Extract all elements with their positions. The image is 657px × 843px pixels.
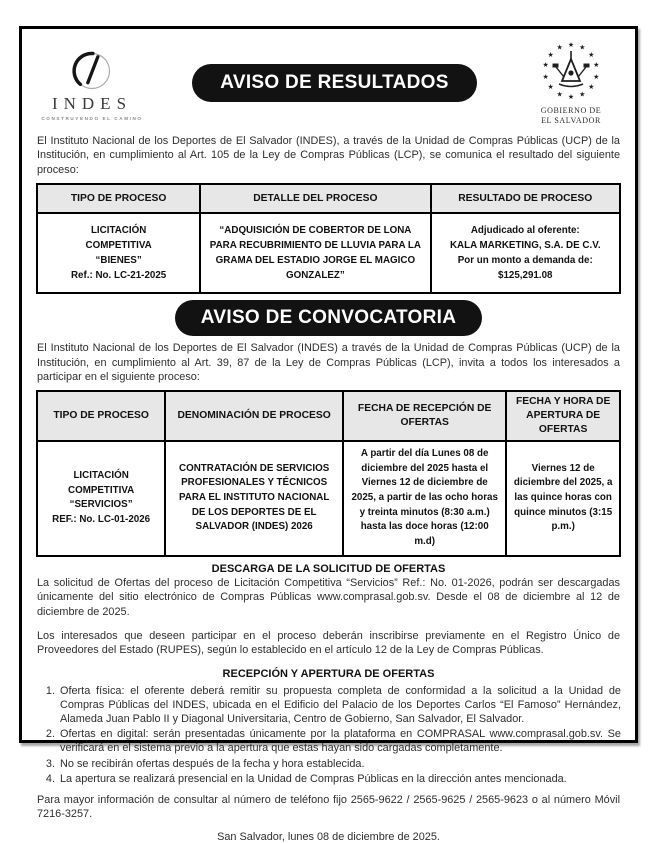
conv-header-recepcion: FECHA DE RECEPCIÓN DE OFERTAS — [343, 391, 506, 441]
svg-text:★: ★ — [588, 51, 595, 60]
descarga-paragraph-1: La solicitud de Ofertas del proceso de Licitación Competitiva “Servicios” Ref.: No. 01-2026, podrán ser descargadas únicamente del sitio electrónico de Compras Públicas www.comprasal.gob.sv. Desde el 08 de diciembre al 12 de diciembre de 2025. — [37, 576, 620, 618]
svg-text:★: ★ — [542, 61, 549, 70]
tipo-line: LICITACIÓN — [90, 224, 147, 236]
recepcion-item-3: 3. No se recibirán ofertas después de la fecha y hora establecida. — [58, 757, 621, 771]
results-header-resultado: RESULTADO DE PROCESO — [431, 184, 620, 213]
results-table-row — [37, 213, 620, 293]
intro-resultados-paragraph: El Instituto Nacional de los Deportes de El Salvador (INDES), a través de la Unidad de Compras Públicas (UCP) de la Institución, en cumplimiento al Art. 105 de la Ley de Compras Públicas (LCP), se comunica el resultado del siguiente proceso: — [37, 135, 620, 176]
monto-label: Por un monto a demanda de: — [457, 255, 593, 267]
recepcion-list — [36, 684, 621, 786]
tipo-line: “BIENES” — [95, 255, 142, 267]
conv-header-apertura: FECHA Y HORA DE APERTURA DE OFERTAS — [506, 391, 620, 441]
intro-convocatoria-paragraph: El Instituto Nacional de los Deportes de El Salvador (INDES) a través de la Unidad de Compras Públicas (UCP) de la Institución, en cumplimiento al Art. 39, 87 de la Ley de Compras Públicas (LCP), invita a todos los interesados a participar en el siguiente proceso: — [37, 342, 620, 383]
gov-wordmark — [521, 106, 621, 125]
conv-cell-tipo — [37, 441, 165, 556]
svg-text:★: ★ — [547, 51, 554, 60]
results-header-detalle: DETALLE DEL PROCESO — [200, 184, 430, 213]
svg-text:★: ★ — [542, 73, 549, 82]
convocatoria-table-row — [37, 441, 620, 556]
results-cell-resultado — [431, 213, 620, 293]
tipo-line: COMPETITIVA — [85, 240, 152, 251]
descarga-paragraph-2: Los interesados que deseen participar en el proceso deberán inscribirse previamente en el Registro Único de Proveedores del Estado (RUPES), según lo establecido en el artículo 12 de la Ley de Compras Públicas. — [37, 630, 620, 657]
results-banner: AVISO DE RESULTADOS — [192, 64, 476, 102]
monto-value: $125,291.08 — [498, 270, 553, 282]
conv-cell-recepcion: A partir del día Lunes 08 de diciembre del 2025 hasta el Viernes 12 de diciembre de 2025, a partir de las ocho horas y treinta minutos (8:30 a.m.) hasta las doce horas (12:00 m.d) — [343, 441, 506, 556]
indes-circle-slash-icon — [67, 46, 117, 96]
document-header — [36, 37, 621, 129]
conv-cell-denominacion: CONTRATACIÓN DE SERVICIOS PROFESIONALES Y TÉCNICOS PARA EL INSTITUTO NACIONAL DE LOS DEPORTES DE EL SALVADOR (INDES) 2026 — [165, 441, 343, 556]
conv-cell-apertura: Viernes 12 de diciembre del 2025, a las quince horas con quince minutos (3:15 p.m.) — [506, 441, 620, 556]
svg-text:★: ★ — [567, 93, 575, 101]
recepcion-item-2: 2. Ofertas en digital: serán presentadas únicamente por la plataforma en COMPRASAL www.comprasal.gob.sv. Se verificará en el sistema previo a la apertura que estas hayan sido cargadas completamente. — [58, 727, 621, 755]
document-page — [19, 26, 638, 843]
svg-text:★: ★ — [567, 41, 575, 50]
tipo-line: “SERVICIOS” — [69, 499, 133, 511]
indes-logo — [36, 46, 148, 121]
results-header-tipo: TIPO DE PROCESO — [37, 184, 200, 213]
convocatoria-table — [36, 390, 621, 556]
gov-line2: EL SALVADOR — [541, 116, 601, 125]
svg-text:★: ★ — [593, 61, 600, 70]
results-table-header-row — [37, 184, 620, 213]
footer-contact-paragraph: Para mayor información de consultar al número de teléfono fijo 2565-9622 / 2565-9625 / 2565-9623 o al número Móvil 7216-3257. — [37, 793, 620, 821]
results-cell-tipo — [37, 213, 200, 293]
descarga-section-title: DESCARGA DE LA SOLICITUD DE OFERTAS — [211, 562, 446, 575]
recepcion-section-title: RECEPCIÓN Y APERTURA DE OFERTAS — [222, 667, 435, 680]
convocatoria-banner-wrap — [36, 300, 621, 336]
tipo-line: REF.: No. LC-01-2026 — [52, 514, 151, 526]
results-banner-wrap — [148, 64, 521, 102]
coat-of-arms-icon — [540, 40, 602, 100]
convocatoria-table-header-row — [37, 391, 620, 441]
indes-tagline: CONSTRUYENDO EL CAMINO — [41, 115, 143, 121]
svg-text:★: ★ — [579, 90, 586, 99]
gov-line1: GOBIERNO DE — [540, 106, 602, 116]
recepcion-item-4: 4. La apertura se realizará presencial en la Unidad de Compras Públicas en la dirección antes mencionada. — [58, 772, 621, 786]
svg-text:★: ★ — [556, 44, 563, 53]
indes-wordmark: INDES — [51, 93, 133, 113]
adjudicado-label: Adjudicado al oferente: — [470, 224, 580, 236]
results-cell-detalle: “ADQUISICIÓN DE COBERTOR DE LONA PARA RECUBRIMIENTO DE LLUVIA PARA LA GRAMA DEL ESTADIO JORGE EL MAGICO GONZALEZ” — [200, 213, 430, 293]
convocatoria-banner: AVISO DE CONVOCATORIA — [175, 300, 482, 336]
tipo-line: LICITACIÓN — [73, 470, 129, 482]
oferente-name: KALA MARKETING, S.A. DE C.V. — [449, 240, 601, 251]
svg-text:★: ★ — [593, 73, 600, 82]
tipo-line: COMPETITIVA — [68, 484, 135, 496]
tipo-line: Ref.: No. LC-21-2025 — [70, 270, 167, 282]
recepcion-item-1: 1. Oferta física: el oferente deberá remitir su propuesta completa de conformidad a la solicitud a la Unidad de Compras Públicas del INDES, ubicada en el Edificio del Palacio de los Deportes Carlos “El Famoso” Hernández, Alameda Juan Pablo II y Diagonal Universitaria, Centro de Gobierno, San Salvador, El Salvador. — [58, 684, 621, 727]
svg-text:★: ★ — [547, 83, 554, 92]
svg-text:★: ★ — [579, 44, 586, 53]
gov-logo — [521, 40, 621, 125]
results-table — [36, 183, 621, 294]
conv-header-tipo: TIPO DE PROCESO — [37, 391, 165, 441]
svg-text:★: ★ — [588, 83, 595, 92]
conv-header-denominacion: DENOMINACIÓN DE PROCESO — [165, 391, 343, 441]
svg-text:★: ★ — [556, 90, 563, 99]
footer-date-line: San Salvador, lunes 08 de diciembre de 2025. — [217, 830, 440, 843]
